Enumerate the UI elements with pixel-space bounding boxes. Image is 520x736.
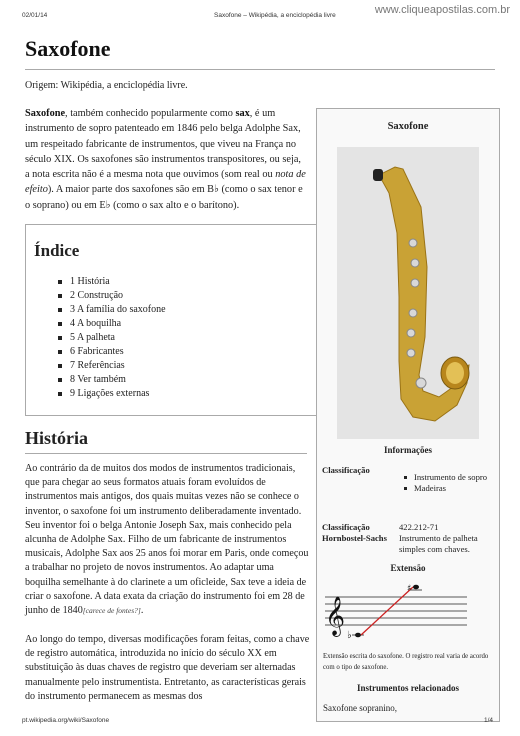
related-heading: Instrumentos relacionados — [356, 683, 460, 693]
footer-page-number: 1/4 — [484, 717, 494, 724]
intro-sax: sax — [235, 108, 250, 119]
print-title: Saxofone – Wikipédia, a enciclopédia livre — [214, 12, 336, 19]
intro-italic-link[interactable]: nota de efeito — [25, 169, 306, 196]
toc-list — [26, 275, 316, 401]
toc-item[interactable]: 2 Construção — [58, 289, 316, 303]
toc-item[interactable]: 4 A boquilha — [58, 317, 316, 331]
infobox — [316, 108, 500, 722]
info-heading: Informações — [384, 445, 432, 455]
print-date: 02/01/14 — [22, 12, 48, 19]
hornbostel-sachs-label: Classificação Hornbostel-Sachs — [322, 522, 387, 543]
toc-item[interactable]: 7 Referências — [58, 359, 316, 373]
history-divider — [25, 453, 307, 454]
hs-description: Instrumento de palheta simples com chaves. — [399, 533, 478, 554]
intro-text-2: , é um instrumento de sopro patenteado em 1846 pelo belga Adolphe Sax, um respeitado fabricante de instrumentos, que viveu na França no século XIX. Os saxofones são instrumentos transpositores, ou seja, a nota escrita não é a mesma nota que ouvimos (som real ou — [25, 108, 301, 181]
toc-item[interactable]: 9 Ligações externas — [58, 387, 316, 401]
title-divider — [25, 69, 495, 70]
intro-term: Saxofone — [25, 108, 66, 119]
classification-item[interactable]: Instrumento de sopro — [399, 472, 487, 483]
toc-item[interactable]: 8 Ver também — [58, 373, 316, 387]
intro-text-1: , também conhecido popularmente como — [65, 108, 236, 119]
classification-value — [399, 472, 487, 494]
infobox-title: Saxofone — [387, 121, 429, 132]
intro-text-3: ). A maior parte dos saxofones são em B♭ (como o sax tenor e o soprano) ou em E♭ (como o sax alto e o barítono). — [25, 184, 303, 211]
classification-item[interactable]: Madeiras — [399, 483, 487, 494]
origin-line: Origem: Wikipédia, a enciclopédia livre. — [25, 80, 188, 91]
table-of-contents — [25, 224, 317, 416]
history-paragraph-2: Ao longo do tempo, diversas modificações foram feitas, como a chave de registro automática, introduzida no início do século XX em substituição às duas chaves de registro que deveriam ser alternadas manualmente pelo instrumentista. Entretanto, as características gerais do instrumento permanecem as mesmas dos — [25, 634, 310, 702]
hs-code: 422.212-71 — [399, 522, 439, 532]
svg-text:♭: ♭ — [347, 630, 352, 641]
related-first[interactable]: Saxofone sopranino, — [323, 703, 397, 713]
history-text-1: Ao contrário da de muitos dos modos de instrumentos tradicionais, que para chegar ao seus formatos atuais foram evoluídos de instrumentos mais antigos, dos quais muitas vezes não se conhece o inventor, o saxofone foi um instrumento deliberadamente inventado. Seu inventor foi o belga Antonie Joseph Sax, mais conhecido pela alcunha de Adolphe Sax. Filho de um fabricante de instrumentos musicais, Adolphe Sax aos 25 anos foi morar em Paris, onde começou a trabalhar no projeto de novos instrumentos. Ao adaptar uma boquilha semelhante à do clarinete a um oficleide, Sax teve a ideia de criar o saxofone. A data exata da criação do instrumento foi em 28 de junho de 1840 — [25, 463, 309, 617]
toc-item[interactable]: 5 A palheta — [58, 331, 316, 345]
history-heading: História — [25, 428, 88, 448]
toc-title: Índice — [34, 241, 80, 260]
footer-url: pt.wikipedia.org/wiki/Saxofone — [22, 717, 110, 724]
hornbostel-sachs-value — [399, 522, 495, 555]
svg-text:♯: ♯ — [407, 584, 412, 594]
intro-paragraph — [25, 106, 307, 213]
history-text-1-end: . — [140, 605, 144, 617]
range-staff-image — [321, 579, 471, 641]
classification-label: Classificação — [322, 465, 370, 475]
range-heading: Extensão — [390, 563, 426, 573]
toc-item[interactable]: 3 A família do saxofone — [58, 303, 316, 317]
range-caption: Extensão escrita do saxofone. O registro real varia de acordo com o tipo de saxofone. — [323, 653, 489, 671]
saxophone-photo[interactable] — [337, 147, 479, 439]
toc-item[interactable]: 6 Fabricantes — [58, 345, 316, 359]
history-paragraph-1 — [25, 462, 310, 618]
citation-needed[interactable]: [carece de fontes?] — [82, 606, 141, 616]
svg-text:𝄞: 𝄞 — [325, 596, 346, 636]
toc-item[interactable]: 1 História — [58, 275, 316, 289]
page-title: Saxofone — [25, 36, 111, 61]
watermark: www.cliqueapostilas.com.br — [374, 4, 510, 16]
